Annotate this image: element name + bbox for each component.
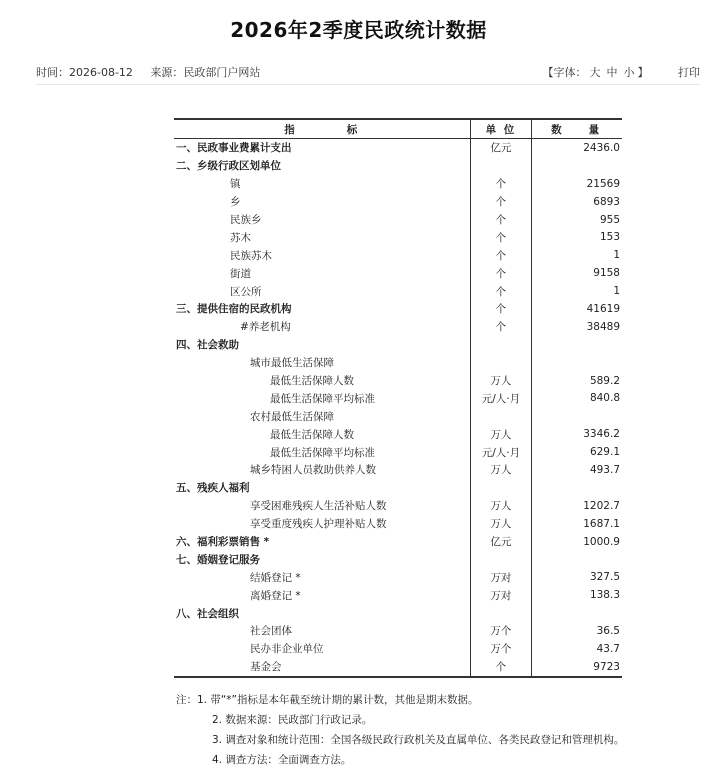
row-unit-cell: 元/人·月 — [470, 389, 532, 407]
page-tools — [543, 64, 701, 80]
row-value-cell — [532, 157, 622, 175]
row-indicator-cell: 享受重度残疾人护理补贴人数 — [250, 518, 387, 531]
row-value-cell: 9723 — [532, 658, 622, 677]
time-label: 时间： — [36, 66, 69, 79]
row-unit-cell: 万人 — [470, 515, 532, 533]
row-value-cell: 2436.0 — [532, 139, 622, 157]
row-unit-cell: 个 — [470, 193, 532, 211]
table-row — [174, 372, 622, 390]
table-row — [174, 658, 622, 677]
font-size-large-button[interactable]: 大 — [589, 66, 601, 79]
row-indicator-cell: 享受困难残疾人生活补贴人数 — [250, 500, 387, 513]
row-value-cell: 6893 — [532, 193, 622, 211]
table-row — [174, 354, 622, 372]
row-unit-cell: 万对 — [470, 568, 532, 586]
table-row — [174, 336, 622, 354]
table-row — [174, 515, 622, 533]
row-unit-cell: 个 — [470, 264, 532, 282]
row-unit-cell: 个 — [470, 658, 532, 677]
row-indicator-cell: 结婚登记 * — [250, 571, 301, 584]
table-row — [174, 282, 622, 300]
footnotes — [176, 690, 624, 770]
row-indicator-cell: 一、民政事业费累计支出 — [176, 142, 292, 155]
row-unit-cell: 个 — [470, 175, 532, 193]
row-indicator-cell: 区公所 — [230, 285, 262, 298]
footnote-4: 4. 调查方法：全面调查方法。 — [212, 754, 352, 766]
table-row — [174, 443, 622, 461]
table-row — [174, 479, 622, 497]
table-row — [174, 622, 622, 640]
row-unit-cell: 个 — [470, 228, 532, 246]
row-value-cell: 38489 — [532, 318, 622, 336]
row-unit-cell: 万人 — [470, 497, 532, 515]
table-row — [174, 497, 622, 515]
row-indicator-cell: #养老机构 — [240, 321, 291, 334]
row-indicator-cell: 四、社会救助 — [176, 339, 239, 352]
row-value-cell: 43.7 — [532, 640, 622, 658]
font-size-label: 【字体： — [542, 66, 587, 79]
row-unit-cell — [470, 604, 532, 622]
row-unit-cell: 亿元 — [470, 139, 532, 157]
row-unit-cell: 万人 — [470, 461, 532, 479]
row-value-cell: 1687.1 — [532, 515, 622, 533]
row-unit-cell — [470, 550, 532, 568]
row-indicator-cell: 七、婚姻登记服务 — [176, 553, 260, 566]
row-value-cell: 589.2 — [532, 372, 622, 390]
row-indicator-cell: 城乡特困人员救助供养人数 — [250, 464, 376, 477]
table-row — [174, 425, 622, 443]
table-row — [174, 533, 622, 551]
row-value-cell: 493.7 — [532, 461, 622, 479]
row-value-cell: 1 — [532, 282, 622, 300]
row-value-cell: 9158 — [532, 264, 622, 282]
footnote-1: 注：1. 带“*”指标是本年截至统计期的累计数，其他是期末数据。 — [176, 694, 479, 706]
table-row — [174, 407, 622, 425]
table-row — [174, 550, 622, 568]
source-value: 民政部门户网站 — [183, 66, 261, 79]
table-row — [174, 175, 622, 193]
row-indicator-cell: 苏木 — [230, 231, 251, 244]
footnote-2: 2. 数据来源：民政部门行政记录。 — [212, 714, 373, 726]
row-value-cell — [532, 550, 622, 568]
meta-info — [36, 64, 274, 80]
row-value-cell: 1000.9 — [532, 533, 622, 551]
table-row — [174, 264, 622, 282]
row-value-cell: 36.5 — [532, 622, 622, 640]
row-indicator-cell: 农村最低生活保障 — [250, 410, 334, 423]
row-value-cell: 153 — [532, 228, 622, 246]
row-indicator-cell: 五、残疾人福利 — [176, 482, 250, 495]
row-value-cell — [532, 354, 622, 372]
row-indicator-cell: 基金会 — [174, 658, 470, 677]
time-value: 2026-08-12 — [69, 66, 133, 79]
table-row — [174, 389, 622, 407]
header-value: 数 量 — [532, 119, 622, 139]
row-value-cell: 3346.2 — [532, 425, 622, 443]
row-value-cell — [532, 407, 622, 425]
row-indicator-cell: 八、社会组织 — [176, 607, 239, 620]
table-row — [174, 157, 622, 175]
source — [150, 66, 260, 79]
row-indicator-cell: 最低生活保障平均标准 — [270, 446, 375, 459]
row-indicator-cell: 街道 — [230, 267, 251, 280]
table-row — [174, 604, 622, 622]
table-row — [174, 139, 622, 157]
row-unit-cell: 万人 — [470, 425, 532, 443]
row-unit-cell: 个 — [470, 282, 532, 300]
row-unit-cell: 个 — [470, 318, 532, 336]
meta-bar — [36, 64, 700, 85]
row-indicator-cell: 最低生活保障平均标准 — [270, 392, 375, 405]
row-indicator-cell: 二、乡级行政区划单位 — [176, 160, 281, 173]
row-unit-cell — [470, 479, 532, 497]
row-unit-cell: 万个 — [470, 622, 532, 640]
row-indicator-cell: 六、福利彩票销售 * — [176, 536, 270, 549]
row-indicator-cell: 最低生活保障人数 — [270, 428, 354, 441]
statistics-table — [174, 118, 622, 678]
row-unit-cell: 亿元 — [470, 533, 532, 551]
row-indicator-cell: 城市最低生活保障 — [250, 357, 334, 370]
header-indicator: 指 标 — [174, 119, 470, 139]
table-row — [174, 586, 622, 604]
row-unit-cell — [470, 407, 532, 425]
row-indicator-cell: 离婚登记 * — [250, 589, 301, 602]
table-row — [174, 300, 622, 318]
print-button[interactable]: 打印 — [678, 66, 700, 79]
table-row — [174, 640, 622, 658]
row-unit-cell: 个 — [470, 211, 532, 229]
table-row — [174, 246, 622, 264]
row-value-cell: 1202.7 — [532, 497, 622, 515]
row-unit-cell — [470, 157, 532, 175]
row-indicator-cell: 三、提供住宿的民政机构 — [176, 303, 292, 316]
table-row — [174, 228, 622, 246]
row-unit-cell: 个 — [470, 246, 532, 264]
row-value-cell — [532, 336, 622, 354]
row-indicator-cell: 民办非企业单位 — [250, 643, 324, 656]
table-body — [174, 139, 622, 677]
page-title: 2026年2季度民政统计数据 — [230, 18, 487, 42]
table-header-row — [174, 119, 622, 139]
row-indicator-cell: 镇 — [230, 178, 241, 191]
row-indicator-cell: 乡 — [230, 196, 241, 209]
row-unit-cell: 万个 — [470, 640, 532, 658]
table-row — [174, 318, 622, 336]
row-indicator-cell: 民族苏木 — [230, 249, 272, 262]
row-value-cell: 21569 — [532, 175, 622, 193]
row-unit-cell: 元/人·月 — [470, 443, 532, 461]
row-indicator-cell: 最低生活保障人数 — [270, 375, 354, 388]
row-unit-cell — [470, 336, 532, 354]
font-size-medium-button[interactable]: 中 — [606, 66, 618, 79]
font-size-switcher — [543, 66, 653, 79]
row-value-cell: 840.8 — [532, 389, 622, 407]
row-unit-cell — [470, 354, 532, 372]
row-indicator-cell: 社会团体 — [250, 625, 292, 638]
row-value-cell: 327.5 — [532, 568, 622, 586]
table-row — [174, 211, 622, 229]
row-unit-cell: 个 — [470, 300, 532, 318]
table-row — [174, 193, 622, 211]
row-value-cell: 41619 — [532, 300, 622, 318]
publish-time — [36, 66, 133, 79]
source-label: 来源： — [150, 66, 184, 79]
header-unit: 单 位 — [470, 119, 532, 139]
font-size-bracket: 】 — [637, 66, 649, 79]
table-row — [174, 461, 622, 479]
footnote-3: 3. 调查对象和统计范围：全国各级民政行政机关及直属单位、各类民政登记和管理机构。 — [212, 734, 625, 746]
row-value-cell: 138.3 — [532, 586, 622, 604]
row-value-cell: 629.1 — [532, 443, 622, 461]
row-value-cell: 1 — [532, 246, 622, 264]
table-row — [174, 568, 622, 586]
row-indicator-cell: 民族乡 — [230, 214, 262, 226]
row-value-cell — [532, 604, 622, 622]
row-value-cell: 955 — [532, 211, 622, 229]
row-value-cell — [532, 479, 622, 497]
font-size-small-button[interactable]: 小 — [623, 66, 635, 79]
row-unit-cell: 万对 — [470, 586, 532, 604]
row-unit-cell: 万人 — [470, 372, 532, 390]
